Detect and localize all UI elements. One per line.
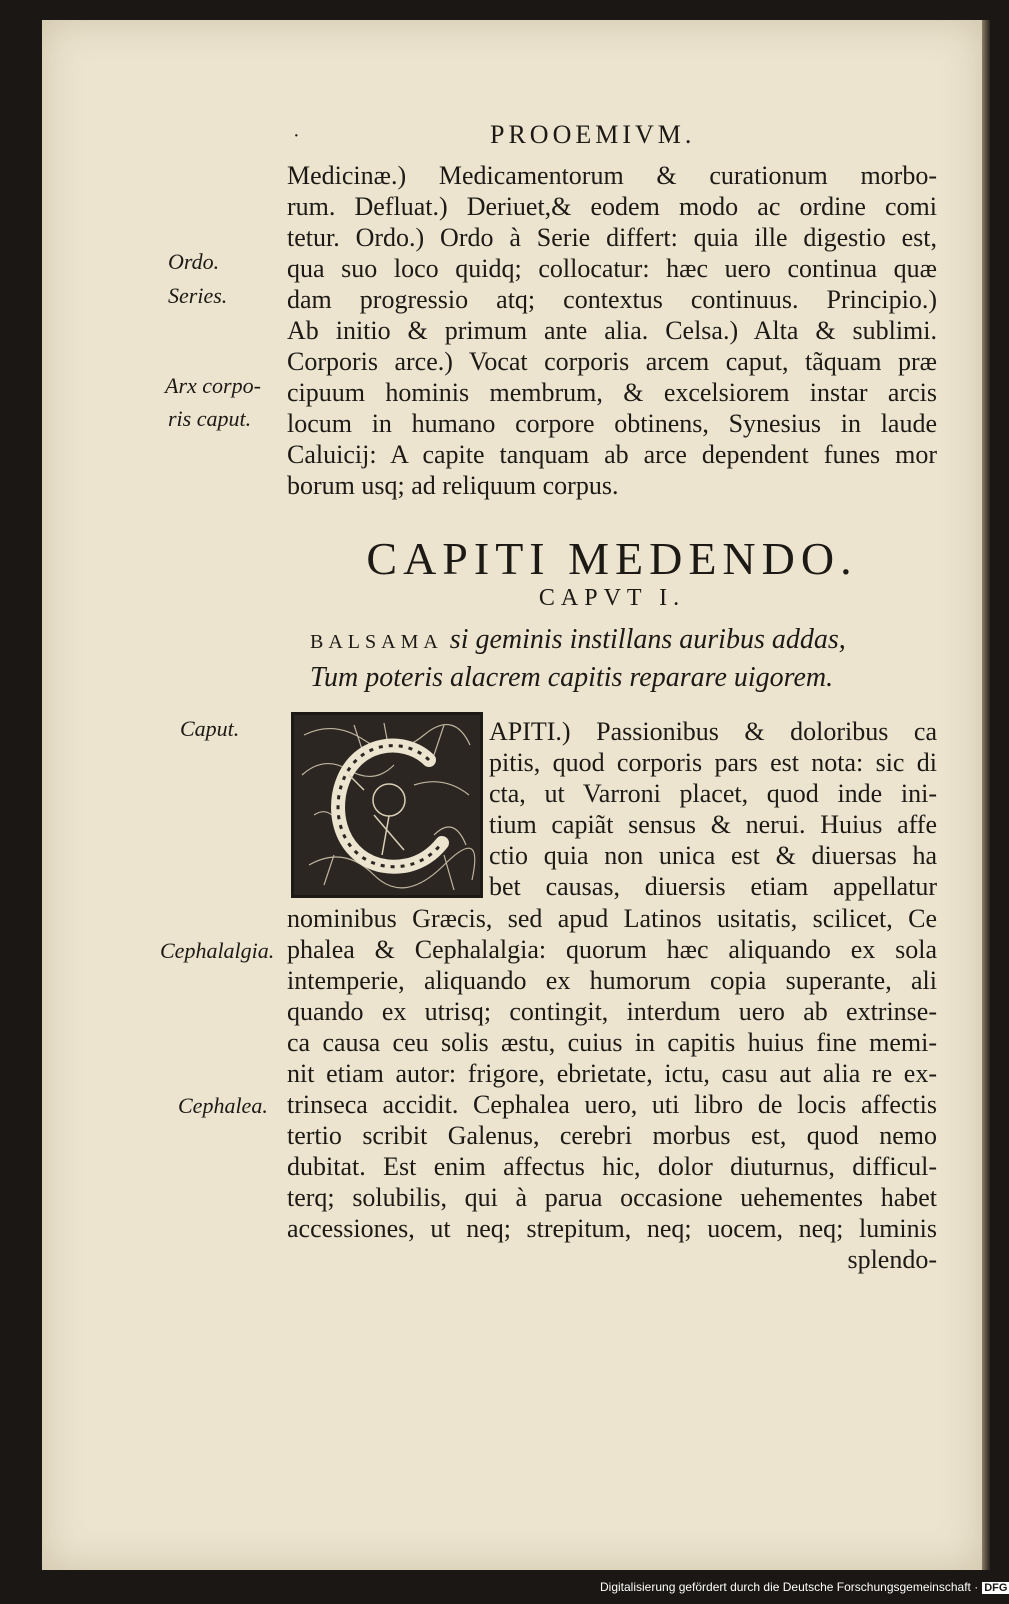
text-line: qua suo loco quidq; collocatur: hæc uero continua quæ bbox=[287, 254, 937, 283]
text-line: tium capiãt sensus & nerui. Huius affe bbox=[489, 810, 937, 839]
text-line: borum usq; ad reliquum corpus. bbox=[287, 471, 619, 500]
text-line: tetur. Ordo.) Ordo à Serie differt: quia ille digestio est, bbox=[287, 223, 937, 252]
decorated-initial bbox=[291, 712, 483, 898]
text-line: Corporis arce.) Vocat corporis arcem caput, tãquam præ bbox=[287, 347, 937, 376]
margin-note-arx: Arx corpo- bbox=[165, 373, 261, 398]
text-line: cta, ut Varroni placet, quod inde ini- bbox=[489, 779, 937, 808]
verse-incipit: BALSAMA bbox=[310, 631, 443, 653]
margin-note-cephalalgia: Cephalalgia. bbox=[160, 938, 275, 963]
margin-note-ordo: Ordo. bbox=[168, 249, 220, 274]
verse-line-1-text: si geminis instillans auribus addas, bbox=[442, 624, 846, 655]
text-line: quando ex utrisq; contingit, interdum uero ab extrinse- bbox=[287, 997, 937, 1026]
page-edge bbox=[982, 20, 990, 1570]
commentary-block-1 bbox=[287, 160, 937, 501]
margin-note-caput: Caput. bbox=[180, 716, 240, 741]
text-line: bet causas, diuersis etiam appellatur bbox=[489, 872, 937, 901]
text-line: Ab initio & primum ante alia. Celsa.) Alta & sublimi. bbox=[287, 316, 937, 345]
catchword: splendo- bbox=[847, 1245, 937, 1274]
dfg-logo: DFG bbox=[984, 1582, 1008, 1594]
text-line: intemperie, aliquando ex humorum copia superante, ali bbox=[287, 966, 937, 995]
header-mark: · bbox=[293, 125, 300, 147]
text-line: tertio scribit Galenus, cerebri morbus est, quod nemo bbox=[287, 1121, 937, 1150]
verse-line-1 bbox=[310, 622, 930, 660]
chapter-heading: CAPVT I. bbox=[538, 585, 686, 611]
text-line: accessiones, ut neq; strepitum, neq; uocem, neq; luminis bbox=[287, 1214, 937, 1243]
text-line: phalea & Cephalalgia: quorum hæc aliquando ex sola bbox=[287, 935, 937, 964]
text-line: Medicinæ.) Medicamentorum & curationum morbo- bbox=[287, 161, 937, 190]
credit-text: Digitalisierung gefördert durch die Deutsche Forschungsgemeinschaft · bbox=[600, 1580, 979, 1594]
commentary-block-2 bbox=[489, 716, 937, 902]
text-line: trinseca accidit. Cephalea uero, uti libro de locis affectis bbox=[287, 1090, 937, 1119]
running-title: PROOEMIVM. bbox=[490, 120, 696, 149]
text-line: terq; solubilis, qui à parua occasione uehementes habet bbox=[287, 1183, 937, 1212]
text-line: ca causa ceu solis æstu, cuius in capitis huius fine memi- bbox=[287, 1028, 937, 1057]
text-line: nit etiam autor: frigore, ebrietate, ictu, casu aut alia re ex- bbox=[287, 1059, 937, 1088]
digitization-credit bbox=[600, 1580, 1008, 1598]
text-line: dubitat. Est enim affectus hic, dolor diuturnus, difficul- bbox=[287, 1152, 937, 1181]
text-line: cipuum hominis membrum, & excelsiorem instar arcis bbox=[287, 378, 937, 407]
margin-note-cephalea: Cephalea. bbox=[178, 1093, 268, 1118]
woodcut-initial-icon bbox=[294, 715, 480, 895]
text-line: APITI.) Passionibus & doloribus ca bbox=[489, 717, 937, 746]
text-line: Caluicij: A capite tanquam ab arce dependent funes mor bbox=[287, 440, 937, 469]
verse-line-2: Tum poteris alacrem capitis reparare uigorem. bbox=[310, 662, 834, 693]
verse bbox=[310, 622, 930, 696]
commentary-block-3 bbox=[287, 903, 937, 1275]
section-title: CAPITI MEDENDO. bbox=[366, 533, 858, 584]
text-line: locum in humano corpore obtinens, Synesius in laude bbox=[287, 409, 937, 438]
text-line: rum. Defluat.) Deriuet,& eodem modo ac ordine comi bbox=[287, 192, 937, 221]
text-line: nominibus Græcis, sed apud Latinos usitatis, scilicet, Ce bbox=[287, 904, 937, 933]
margin-note-ris-caput: ris caput. bbox=[168, 406, 252, 431]
text-line: dam progressio atq; contextus continuus. Principio.) bbox=[287, 285, 937, 314]
text-line: ctio quia non unica est & diuersas ha bbox=[489, 841, 937, 870]
text-line: pitis, quod corporis pars est nota: sic di bbox=[489, 748, 937, 777]
margin-note-series: Series. bbox=[168, 283, 228, 308]
